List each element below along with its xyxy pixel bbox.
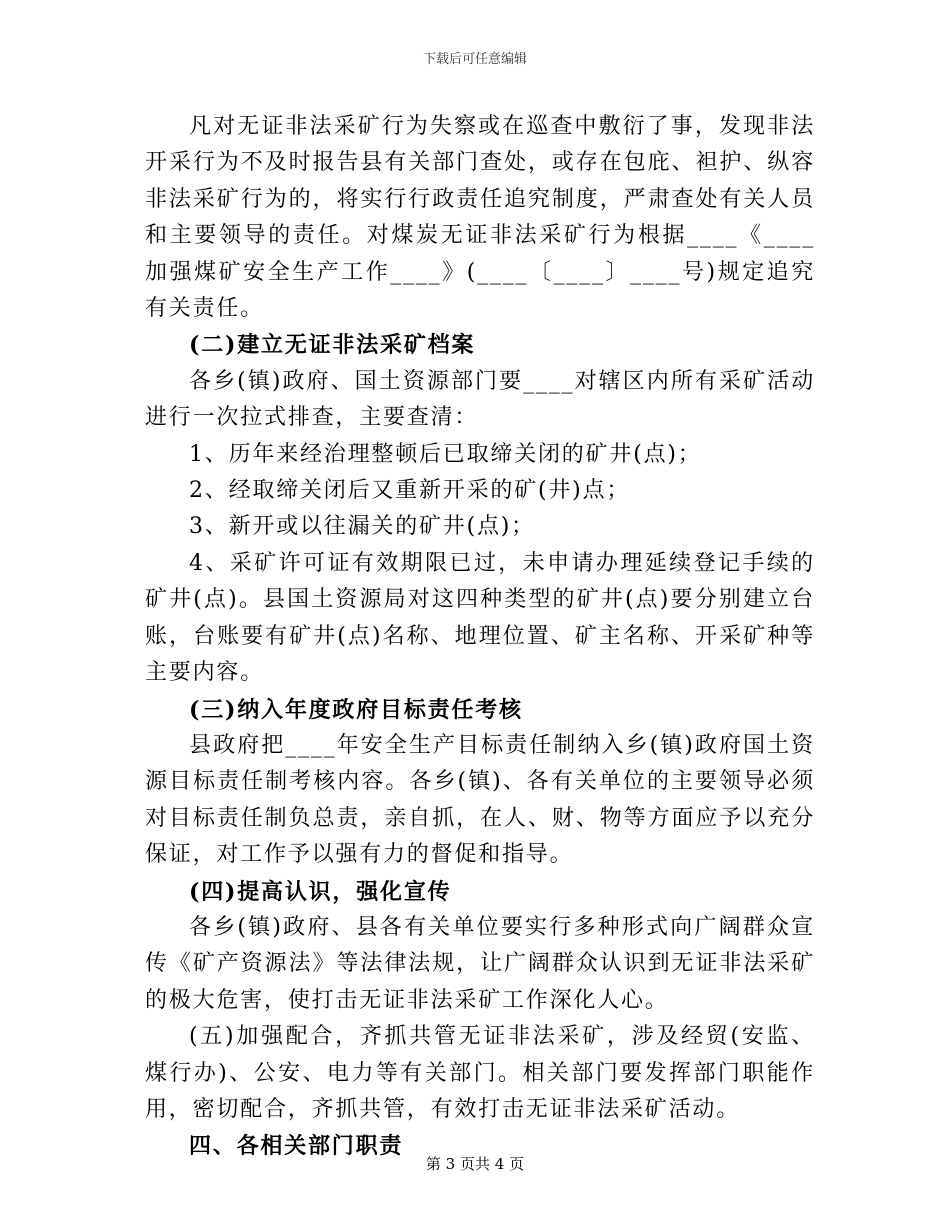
list-item-1: 1、历年来经治理整顿后已取缔关闭的矿井(点)；	[189, 441, 702, 467]
section-heading-awareness: (四)提高认识，强化宣传	[189, 878, 452, 905]
paragraph-assessment: 县政府把____年安全生产目标责任制纳入乡(镇)政府国土资源目标责任制考核内容。各乡(镇)、各有关单位的主要领导必须对目标责任制负总责，亲自抓，在人、财、物等方面应予以充分保证，对工作予以强有力的督促和指导。	[145, 732, 815, 868]
list-item-2: 2、经取缔关闭后又重新开采的矿(井)点；	[189, 478, 631, 504]
paragraph-awareness: 各乡(镇)政府、县各有关单位要实行多种形式向广阔群众宣传《矿产资源法》等法律法规，让广阔群众认识到无证非法采矿的极大危害，使打击无证非法采矿工作深化人心。	[145, 914, 815, 1013]
section-heading-assessment: (三)纳入年度政府目标责任考核	[189, 696, 523, 723]
document-body	[145, 109, 815, 1165]
page-number: 第 3 页共 4 页	[425, 1155, 525, 1173]
page-header: 下载后可任意编辑	[422, 52, 527, 67]
section-heading-archive: (二)建立无证非法采矿档案	[189, 332, 476, 359]
paragraph-accountability: 凡对无证非法采矿行为失察或在巡查中敷衍了事，发现非法开采行为不及时报告县有关部门查处，或存在包庇、袒护、纵容非法采矿行为的，将实行行政责任追究制度，严肃查处有关人员和主要领导的责任。对煤炭无证非法采矿行为根据____《____加强煤矿安全生产工作____》(____〔____〕____号)规定追究有关责任。	[145, 114, 815, 322]
list-item-4: 4、采矿许可证有效期限已过，未申请办理延续登记手续的矿井(点)。县国土资源局对这四种类型的矿井(点)要分别建立台账，台账要有矿井(点)名称、地理位置、矿主名称、开采矿种等主要内容。	[145, 550, 815, 686]
paragraph-cooperation: (五)加强配合，齐抓共管无证非法采矿，涉及经贸(安监、煤行办)、公安、电力等有关部门。相关部门要发挥部门职能作用，密切配合，齐抓共管，有效打击无证非法采矿活动。	[145, 1024, 815, 1122]
paragraph-inspection-intro: 各乡(镇)政府、国土资源部门要____对辖区内所有采矿活动进行一次拉式排查，主要查清：	[145, 368, 815, 431]
section-heading-duties: 四、各相关部门职责	[189, 1133, 404, 1160]
list-item-3: 3、新开或以往漏关的矿井(点)；	[189, 514, 535, 540]
